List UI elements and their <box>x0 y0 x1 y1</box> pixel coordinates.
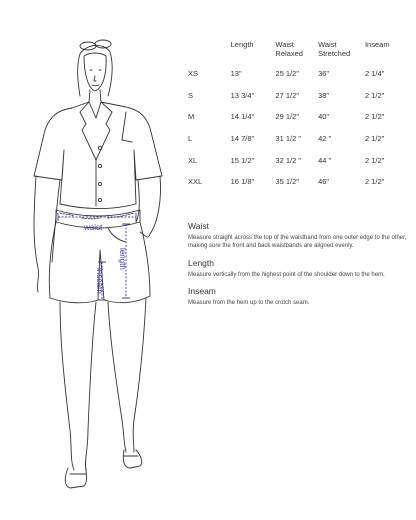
guide-waist <box>188 221 410 250</box>
length-cell: 14 1/4" <box>230 112 255 122</box>
length-cell: 16 1/8" <box>230 177 255 187</box>
waist-relaxed-cell: 35 1/2" <box>275 177 299 187</box>
waist-stretched-cell: 40" <box>318 112 330 122</box>
inseam-cell: 2 1/2" <box>364 134 385 144</box>
table-row <box>188 149 413 171</box>
guide-title: Inseam <box>188 286 216 296</box>
waist-stretched-cell: 38" <box>318 90 330 100</box>
waist-relaxed-cell: 32 1/2 " <box>275 155 302 165</box>
guide-length <box>188 258 410 279</box>
waist-relaxed-cell: 27 1/2" <box>275 90 299 100</box>
waist-relaxed-cell: 25 1/2" <box>275 69 299 79</box>
column-header-waist-relaxed: Waist Relaxed <box>275 40 303 58</box>
inseam-cell: 2 1/2" <box>364 112 385 122</box>
right-sandal <box>123 450 141 468</box>
inseam-cell: 2 1/2" <box>364 90 385 100</box>
size-cell: XXL <box>188 177 203 187</box>
length-cell: 14 7/8" <box>230 134 255 144</box>
length-cell: 13" <box>230 69 242 79</box>
table-row <box>188 128 413 150</box>
table-row <box>188 106 413 128</box>
guide-text: Measure from the hem up to the crotch seam. <box>188 300 310 306</box>
inseam-cell: 2 1/2" <box>364 177 385 187</box>
length-label: length <box>118 248 127 270</box>
size-cell: L <box>188 134 193 144</box>
guide-text: Measure straight across the top of the waistband from one outer edge to the other, making sure the front and back waistbands are aligned evenly. <box>188 235 407 249</box>
size-chart-table <box>188 40 413 193</box>
length-cell: 13 3/4" <box>230 90 255 100</box>
waist-relaxed-cell: 31 1/2 " <box>275 134 302 144</box>
waist-stretched-cell: 36" <box>318 69 330 79</box>
button-icon <box>98 164 101 167</box>
column-header-length: Length <box>230 40 254 49</box>
table-row <box>188 63 413 85</box>
waist-stretched-cell: 44 " <box>318 155 332 165</box>
table-row <box>188 171 413 193</box>
guide-text: Measure vertically from the highest point of the shoulder down to the hem. <box>188 272 385 278</box>
guide-inseam <box>188 286 410 307</box>
legs <box>60 298 146 470</box>
guide-title: Length <box>188 258 214 268</box>
length-cell: 15 1/2" <box>230 155 255 165</box>
waist-label: waist <box>84 223 103 232</box>
model-illustration <box>0 0 180 520</box>
button-icon <box>98 182 101 185</box>
button-icon <box>98 198 101 201</box>
waist-stretched-cell: 46" <box>318 177 330 187</box>
size-cell: S <box>188 90 194 100</box>
column-header-inseam: Inseam <box>364 40 390 49</box>
inseam-label: inseam <box>95 268 104 294</box>
waist-stretched-cell: 42 " <box>318 134 332 144</box>
column-header-waist-stretched: Waist Stretched <box>318 40 351 58</box>
inseam-cell: 2 1/2" <box>364 155 385 165</box>
column-header <box>188 40 231 63</box>
size-cell: M <box>188 112 195 122</box>
size-cell: XS <box>188 69 199 79</box>
inseam-cell: 2 1/4" <box>364 69 385 79</box>
right-arm <box>136 176 161 237</box>
table-row <box>188 85 413 107</box>
left-sandal <box>65 468 86 488</box>
guide-title: Waist <box>188 221 209 231</box>
table-header-row <box>188 40 413 63</box>
waist-relaxed-cell: 29 1/2" <box>275 112 299 122</box>
size-cell: XL <box>188 155 198 165</box>
left-arm <box>34 176 60 292</box>
face <box>84 53 106 91</box>
